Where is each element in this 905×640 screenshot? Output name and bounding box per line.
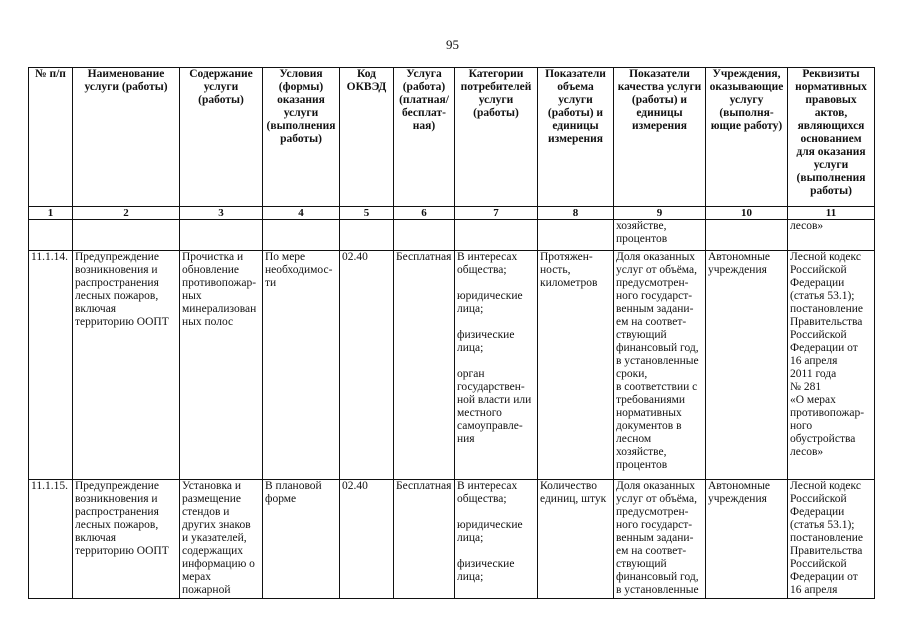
cell-text-line: Доля оказанных: [616, 480, 696, 492]
cell-text-line: обновление: [182, 264, 240, 276]
cell-text-line: ного: [790, 420, 813, 432]
header-cell: Наименование услуги (работы): [73, 68, 180, 207]
service-name-cell: [73, 480, 180, 599]
cell-text-line: ного государст-: [616, 290, 693, 302]
consumers-cell: [455, 251, 538, 480]
row-number: 11.1.14.: [29, 251, 73, 480]
cell-text-line: территорию ООПТ: [75, 545, 169, 557]
okved-cell: 02.40: [340, 251, 394, 480]
header-cell: Реквизиты нормативных правовых актов, являющихся основанием для оказания услуги (выполнения работы): [788, 68, 875, 207]
paid-status-cell: Бесплатная: [394, 480, 455, 599]
cell-text-line: 16 апреля: [790, 584, 838, 596]
cell-text-line: Российской: [790, 329, 847, 341]
cell-text-line: включая: [75, 532, 117, 544]
column-number-row: [29, 207, 875, 220]
column-number: 1: [29, 207, 73, 220]
cell-text-line: Федерации: [790, 277, 845, 289]
cell-text-line: Российской: [790, 493, 847, 505]
cell-text-line: Автономные: [708, 480, 771, 492]
cell-text-line: юридические: [457, 519, 523, 531]
cell-text-line: хозяйстве,: [616, 220, 667, 232]
cell-text-line: лица;: [457, 303, 484, 315]
cell-text-line: ствующий: [616, 329, 667, 341]
volume-cell: [538, 480, 614, 599]
cell-text-line: государствен-: [457, 381, 525, 393]
column-number: 11: [788, 207, 875, 220]
cell-text-line: ных: [182, 290, 202, 302]
cell-text-line: обустройства: [790, 433, 856, 445]
cell-text-line: В интересах: [457, 251, 518, 263]
header-cell: Условия (формы) оказания услуги (выполнения работы): [263, 68, 340, 207]
cell-text-line: общества;: [457, 493, 507, 505]
conditions-cell: [263, 480, 340, 599]
cell-text-line: физические: [457, 558, 515, 570]
cell-text-line: ти: [265, 277, 277, 289]
cell-text-line: (статья 53.1);: [790, 519, 855, 531]
cell-text-line: противопожар-: [182, 277, 257, 289]
cell-text-line: лица;: [457, 342, 484, 354]
group-spacer: [457, 506, 535, 519]
cell-text-line: постановление: [790, 303, 864, 315]
header-cell: Категории потребителей услуги (работы): [455, 68, 538, 207]
cell-text-line: стендов и: [182, 506, 230, 518]
cell-text-line: размещение: [182, 493, 241, 505]
cell-text-line: Лесной кодекс: [790, 251, 861, 263]
table-row: [29, 480, 875, 599]
column-number: 8: [538, 207, 614, 220]
cell-text-line: Прочистка и: [182, 251, 244, 263]
continuation-row: [29, 220, 875, 251]
cell-text-line: постановление: [790, 532, 864, 544]
cell-text-line: включая: [75, 303, 117, 315]
continuation-legal-cell: [788, 220, 875, 251]
cell-text-line: Протяжен-: [540, 251, 593, 263]
cell-text-line: требованиями: [616, 394, 686, 406]
cell-text-line: венным задани-: [616, 303, 694, 315]
cell-text-line: венным задани-: [616, 532, 694, 544]
cell-text-line: ем на соответ-: [616, 316, 687, 328]
cell-text-line: нормативных: [616, 407, 682, 419]
legal-acts-cell: [788, 480, 875, 599]
column-number: 3: [180, 207, 263, 220]
cell-text-line: ем на соответ-: [616, 545, 687, 557]
table-row: [29, 251, 875, 480]
continuation-quality-cell: [614, 220, 706, 251]
volume-cell: [538, 251, 614, 480]
cell-text-line: содержащих: [182, 545, 244, 557]
cell-text-line: возникновения и: [75, 264, 158, 276]
cell-text-line: предусмотрен-: [616, 506, 689, 518]
cell-text-line: минерализован: [182, 303, 257, 315]
cell-text-line: других знаков: [182, 519, 251, 531]
cell-text-line: «О мерах: [790, 394, 836, 406]
cell-text-line: № 281: [790, 381, 822, 393]
cell-text-line: территорию ООПТ: [75, 316, 169, 328]
column-number: 4: [263, 207, 340, 220]
group-spacer: [457, 277, 535, 290]
cell-text-line: распространения: [75, 277, 159, 289]
cell-text-line: Федерации от: [790, 571, 858, 583]
cell-text-line: Правительства: [790, 545, 863, 557]
page-number: 95: [446, 37, 459, 52]
column-number: 7: [455, 207, 538, 220]
institutions-cell: [706, 480, 788, 599]
services-table: [28, 67, 875, 599]
cell-text-line: общества;: [457, 264, 507, 276]
cell-text-line: возникновения и: [75, 493, 158, 505]
cell-text-line: финансовый год,: [616, 571, 699, 583]
cell-text-line: финансовый год,: [616, 342, 699, 354]
cell-text-line: предусмотрен-: [616, 277, 689, 289]
cell-text-line: учреждения: [708, 264, 767, 276]
cell-text-line: Лесной кодекс: [790, 480, 861, 492]
group-spacer: [457, 545, 535, 558]
cell-text-line: ствующий: [616, 558, 667, 570]
cell-text-line: в установленные: [616, 584, 699, 596]
column-number: 6: [394, 207, 455, 220]
cell-text-line: учреждения: [708, 493, 767, 505]
service-name-cell: [73, 251, 180, 480]
cell-text-line: ность,: [540, 264, 571, 276]
cell-text-line: ной власти или: [457, 394, 532, 406]
header-cell: Показатели объема услуги (работы) и единицы измерения: [538, 68, 614, 207]
cell-text-line: километров: [540, 277, 598, 289]
service-content-cell: [180, 480, 263, 599]
cell-text-line: Количество: [540, 480, 597, 492]
group-spacer: [457, 316, 535, 329]
cell-text-line: Российской: [790, 558, 847, 570]
paid-status-cell: Бесплатная: [394, 251, 455, 480]
service-content-cell: [180, 251, 263, 480]
header-cell: Код ОКВЭД: [340, 68, 394, 207]
cell-text-line: документов в: [616, 420, 682, 432]
cell-text-line: орган: [457, 368, 485, 380]
cell-text-line: пожарной: [182, 584, 231, 596]
cell-text-line: Предупреждение: [75, 480, 159, 492]
cell-text-line: В плановой: [265, 480, 322, 492]
cell-text-line: лица;: [457, 571, 484, 583]
cell-text-line: единиц, штук: [540, 493, 607, 505]
cell-text-line: Автономные: [708, 251, 771, 263]
column-number: 5: [340, 207, 394, 220]
cell-text-line: (статья 53.1);: [790, 290, 855, 302]
cell-text-line: распространения: [75, 506, 159, 518]
cell-text-line: услуг от объёма,: [616, 493, 697, 505]
cell-text-line: необходимос-: [265, 264, 333, 276]
cell-text-line: Правительства: [790, 316, 863, 328]
institutions-cell: [706, 251, 788, 480]
cell-text-line: процентов: [616, 459, 668, 471]
cell-text-line: услуг от объёма,: [616, 264, 697, 276]
cell-text-line: ных полос: [182, 316, 234, 328]
cell-text-line: противопожар-: [790, 407, 865, 419]
cell-text-line: 2011 года: [790, 368, 837, 380]
cell-text-line: самоуправле-: [457, 420, 523, 432]
cell-text-line: физические: [457, 329, 515, 341]
header-row: [29, 68, 875, 207]
consumers-cell: [455, 480, 538, 599]
cell-text-line: лесов»: [790, 446, 824, 458]
cell-text-line: в соответствии с: [616, 381, 698, 393]
cell-text-line: лесных пожаров,: [75, 519, 159, 531]
okved-cell: 02.40: [340, 480, 394, 599]
conditions-cell: [263, 251, 340, 480]
quality-cell: [614, 480, 706, 599]
header-cell: Содержание услуги (работы): [180, 68, 263, 207]
row-number: 11.1.15.: [29, 480, 73, 599]
cell-text-line: в установленные: [616, 355, 699, 367]
cell-text-line: ния: [457, 433, 475, 445]
legal-acts-cell: [788, 251, 875, 480]
cell-text-line: юридические: [457, 290, 523, 302]
cell-text-line: По мере: [265, 251, 306, 263]
cell-text-line: Федерации: [790, 506, 845, 518]
cell-text-line: хозяйстве,: [616, 446, 667, 458]
cell-text-line: информацию о: [182, 558, 255, 570]
cell-text-line: лесном: [616, 433, 652, 445]
cell-text-line: 16 апреля: [790, 355, 838, 367]
header-cell: № п/п: [29, 68, 73, 207]
quality-cell: [614, 251, 706, 480]
cell-text-line: форме: [265, 493, 297, 505]
header-cell: Услуга (работа) (платная/ бесплат-ная): [394, 68, 455, 207]
cell-text-line: лесов»: [790, 220, 824, 232]
header-cell: Показатели качества услуги (работы) и единицы измерения: [614, 68, 706, 207]
cell-text-line: лесных пожаров,: [75, 290, 159, 302]
cell-text-line: местного: [457, 407, 502, 419]
group-spacer: [457, 355, 535, 368]
cell-text-line: Российской: [790, 264, 847, 276]
cell-text-line: процентов: [616, 233, 668, 245]
cell-text-line: Предупреждение: [75, 251, 159, 263]
cell-text-line: В интересах: [457, 480, 518, 492]
column-number: 9: [614, 207, 706, 220]
column-number: 2: [73, 207, 180, 220]
cell-text-line: мерах: [182, 571, 211, 583]
cell-text-line: ного государст-: [616, 519, 693, 531]
cell-text-line: лица;: [457, 532, 484, 544]
cell-text-line: Федерации от: [790, 342, 858, 354]
cell-text-line: Доля оказанных: [616, 251, 696, 263]
column-number: 10: [706, 207, 788, 220]
cell-text-line: сроки,: [616, 368, 648, 380]
cell-text-line: Установка и: [182, 480, 242, 492]
header-cell: Учреждения, оказывающие услугу (выполня-ющие работу): [706, 68, 788, 207]
cell-text-line: и указателей,: [182, 532, 247, 544]
